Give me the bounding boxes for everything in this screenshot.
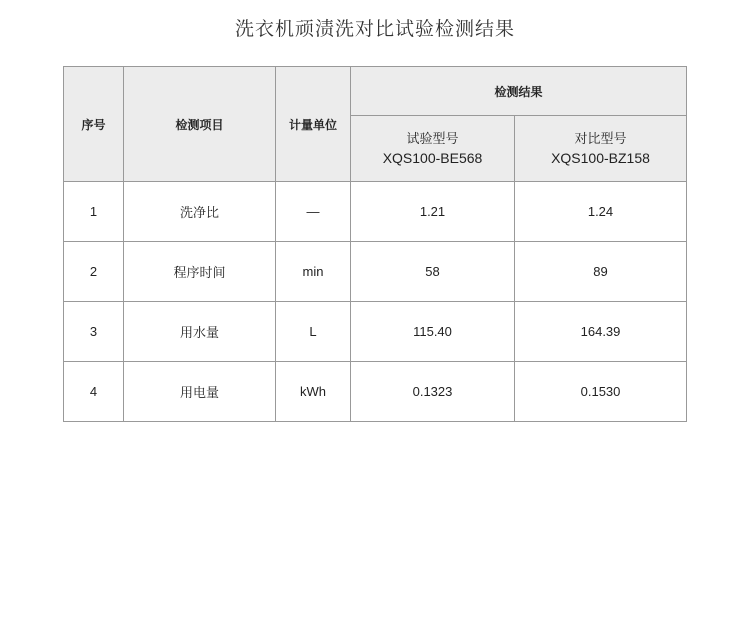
- cell-test-value: 58: [351, 242, 515, 302]
- compare-model-label: 对比型号: [574, 131, 627, 147]
- cell-item: 用水量: [124, 302, 276, 362]
- cell-index: 3: [64, 302, 124, 362]
- page-title: 洗衣机顽渍洗对比试验检测结果: [234, 18, 515, 40]
- cell-unit: kWh: [276, 362, 351, 422]
- test-model-code: XQS100-BE568: [382, 149, 483, 166]
- table-row: [64, 362, 687, 422]
- header-test-model: [351, 116, 515, 182]
- cell-unit: min: [276, 242, 351, 302]
- cell-index: 4: [64, 362, 124, 422]
- cell-item: 用电量: [124, 362, 276, 422]
- table-body: [64, 182, 687, 422]
- compare-model-code: XQS100-BZ158: [551, 149, 650, 166]
- cell-item: 程序时间: [124, 242, 276, 302]
- test-model-label: 试验型号: [406, 131, 459, 147]
- table-header: [64, 67, 687, 182]
- cell-unit: —: [276, 182, 351, 242]
- header-compare-model: [515, 116, 687, 182]
- table-row: [64, 182, 687, 242]
- cell-unit: L: [276, 302, 351, 362]
- table-row: [64, 242, 687, 302]
- table-row: [64, 302, 687, 362]
- header-unit: 计量单位: [276, 67, 351, 182]
- cell-test-value: 0.1323: [351, 362, 515, 422]
- header-results: 检测结果: [351, 67, 687, 116]
- cell-index: 2: [64, 242, 124, 302]
- header-item: 检测项目: [124, 67, 276, 182]
- cell-index: 1: [64, 182, 124, 242]
- results-table: [63, 66, 687, 422]
- cell-compare-value: 164.39: [515, 302, 687, 362]
- cell-test-value: 115.40: [351, 302, 515, 362]
- cell-compare-value: 0.1530: [515, 362, 687, 422]
- cell-test-value: 1.21: [351, 182, 515, 242]
- header-index: 序号: [64, 67, 124, 182]
- cell-compare-value: 1.24: [515, 182, 687, 242]
- cell-item: 洗净比: [124, 182, 276, 242]
- cell-compare-value: 89: [515, 242, 687, 302]
